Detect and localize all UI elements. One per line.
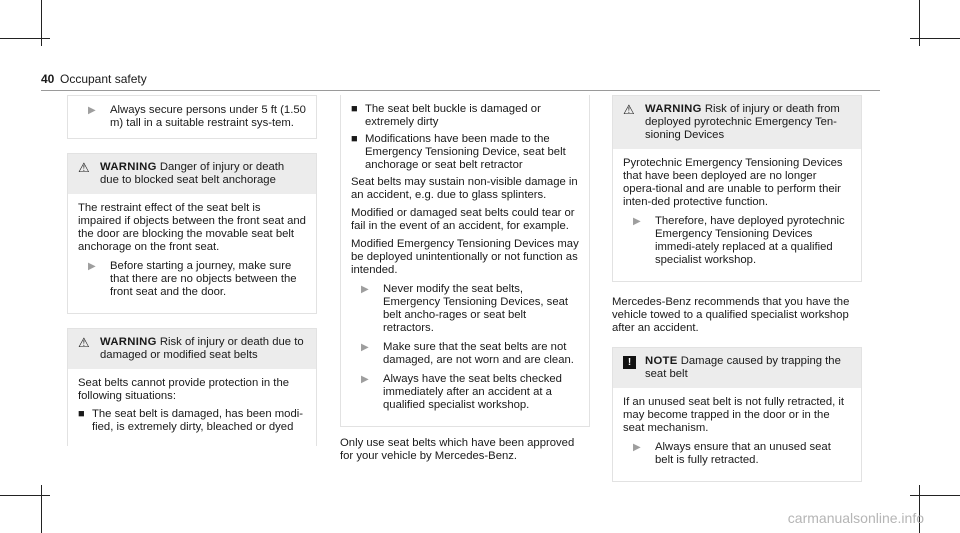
warning-continuation xyxy=(340,95,590,427)
list-item-text: The seat belt buckle is damaged or extremely dirty xyxy=(365,103,541,128)
warning-label: WARNING xyxy=(100,161,157,173)
warning-title: Risk of injury or death due to damaged or modified seat belts xyxy=(100,336,304,361)
bullet-icon: ■ xyxy=(351,103,358,115)
crop-mark xyxy=(0,495,50,496)
crop-mark xyxy=(0,38,50,39)
crop-mark xyxy=(919,0,920,46)
warning-body xyxy=(68,369,316,446)
note-label: NOTE xyxy=(645,355,678,367)
crop-mark xyxy=(41,0,42,46)
warning-heading xyxy=(100,336,306,362)
paragraph: Modified or damaged seat belts could tear or fail in the event of an accident, for example. xyxy=(351,207,575,232)
warning-icon: ⚠ xyxy=(78,335,90,350)
step-text: Never modify the seat belts, Emergency Tensioning Devices, seat belt ancho-rages or seat belt retractors. xyxy=(383,283,569,334)
list-item xyxy=(78,408,306,434)
warning-icon: ⚠ xyxy=(78,160,90,175)
arrow-icon: ▶ xyxy=(88,105,96,116)
note-text: If an unused seat belt is not fully retracted, it may become trapped in the door or in the seat mechanism. xyxy=(623,396,845,434)
step-text: Always ensure that an unused seat belt is fully retracted. xyxy=(655,441,831,466)
crop-mark xyxy=(41,485,42,533)
warning-box xyxy=(612,95,862,282)
step-text: Therefore, have deployed pyrotechnic Emergency Tensioning Devices immedi-ately replaced at a qualified specialist workshop. xyxy=(655,215,845,266)
crop-mark xyxy=(910,38,960,39)
arrow-icon: ▶ xyxy=(361,342,369,353)
step-text: Make sure that the seat belts are not damaged, are not worn and are clean. xyxy=(383,341,574,366)
instruction-step xyxy=(351,283,579,335)
warning-box xyxy=(67,328,317,446)
header-rule xyxy=(41,90,880,91)
warning-text: The restraint effect of the seat belt is impaired if objects between the front seat and the door are blocking the movable seat belt anchorage on the front seat. xyxy=(78,202,306,253)
warning-label: WARNING xyxy=(100,336,157,348)
watermark: carmanualsonline.info xyxy=(787,510,924,526)
arrow-icon: ▶ xyxy=(88,261,96,272)
step-text: Before starting a journey, make sure that there are no objects between the front seat and the door. xyxy=(110,260,297,298)
paragraph: Mercedes-Benz recommends that you have the vehicle towed to a qualified specialist workshop after an accident. xyxy=(612,296,850,334)
instruction-step xyxy=(351,341,579,367)
warning-title: Danger of injury or death due to blocked seat belt anchorage xyxy=(100,161,285,186)
warning-header xyxy=(68,329,316,369)
note-box xyxy=(612,347,862,482)
bullet-icon: ■ xyxy=(351,133,358,145)
warning-label: WARNING xyxy=(645,103,702,115)
column-3 xyxy=(612,95,862,496)
warning-header xyxy=(68,154,316,194)
warning-body xyxy=(68,194,316,313)
warning-header xyxy=(613,96,861,149)
warning-body xyxy=(613,149,861,281)
note-header xyxy=(613,348,861,388)
arrow-icon: ▶ xyxy=(361,284,369,295)
exclamation-icon: ! xyxy=(623,356,636,369)
paragraph: Only use seat belts which have been approved for your vehicle by Mercedes-Benz. xyxy=(340,437,575,462)
warning-text: Seat belts cannot provide protection in the following situations: xyxy=(78,377,290,402)
warning-title: Risk of injury or death from deployed pyrotechnic Emergency Ten-sioning Devices xyxy=(645,103,840,141)
list-item xyxy=(351,133,579,172)
section-title: Occupant safety xyxy=(60,72,147,86)
paragraph: Seat belts may sustain non-visible damage in an accident, e.g. due to glass splinters. xyxy=(351,176,578,201)
list-item-text: Modifications have been made to the Emergency Tensioning Device, seat belt anchorage or seat belt retractor xyxy=(365,133,566,171)
arrow-icon: ▶ xyxy=(361,374,369,385)
bullet-icon: ■ xyxy=(78,408,85,420)
instruction-box xyxy=(67,95,317,139)
step-text: Always have the seat belts checked immediately after an accident at a qualified specialist workshop. xyxy=(383,373,562,411)
warning-heading xyxy=(645,103,851,142)
note-heading xyxy=(645,355,851,381)
note-title: Damage caused by trapping the seat belt xyxy=(645,355,841,380)
warning-heading xyxy=(100,161,306,187)
column-2 xyxy=(340,95,590,463)
warning-icon: ⚠ xyxy=(623,102,635,117)
instruction-step xyxy=(351,373,579,412)
instruction-step xyxy=(623,215,851,267)
list-item-text: The seat belt is damaged, has been modi-fied, is extremely dirty, bleached or dyed xyxy=(92,408,304,433)
arrow-icon: ▶ xyxy=(633,442,641,453)
instruction-step xyxy=(78,260,306,299)
page-number: 40 xyxy=(41,72,55,86)
warning-text: Pyrotechnic Emergency Tensioning Devices that have been deployed are no longer opera-tional and are unable to perform their inten-ded protective function. xyxy=(623,157,843,208)
instruction-step xyxy=(623,441,851,467)
step-text: Always secure persons under 5 ft (1.50 m) tall in a suitable restraint sys-tem. xyxy=(110,104,306,129)
note-body xyxy=(613,388,861,481)
list-item xyxy=(351,103,579,129)
paragraph: Modified Emergency Tensioning Devices may be deployed unintentionally or not function as intended. xyxy=(351,238,579,276)
warning-box xyxy=(67,153,317,314)
column-1 xyxy=(67,95,317,460)
arrow-icon: ▶ xyxy=(633,216,641,227)
instruction-step xyxy=(78,104,306,130)
crop-mark xyxy=(910,495,960,496)
